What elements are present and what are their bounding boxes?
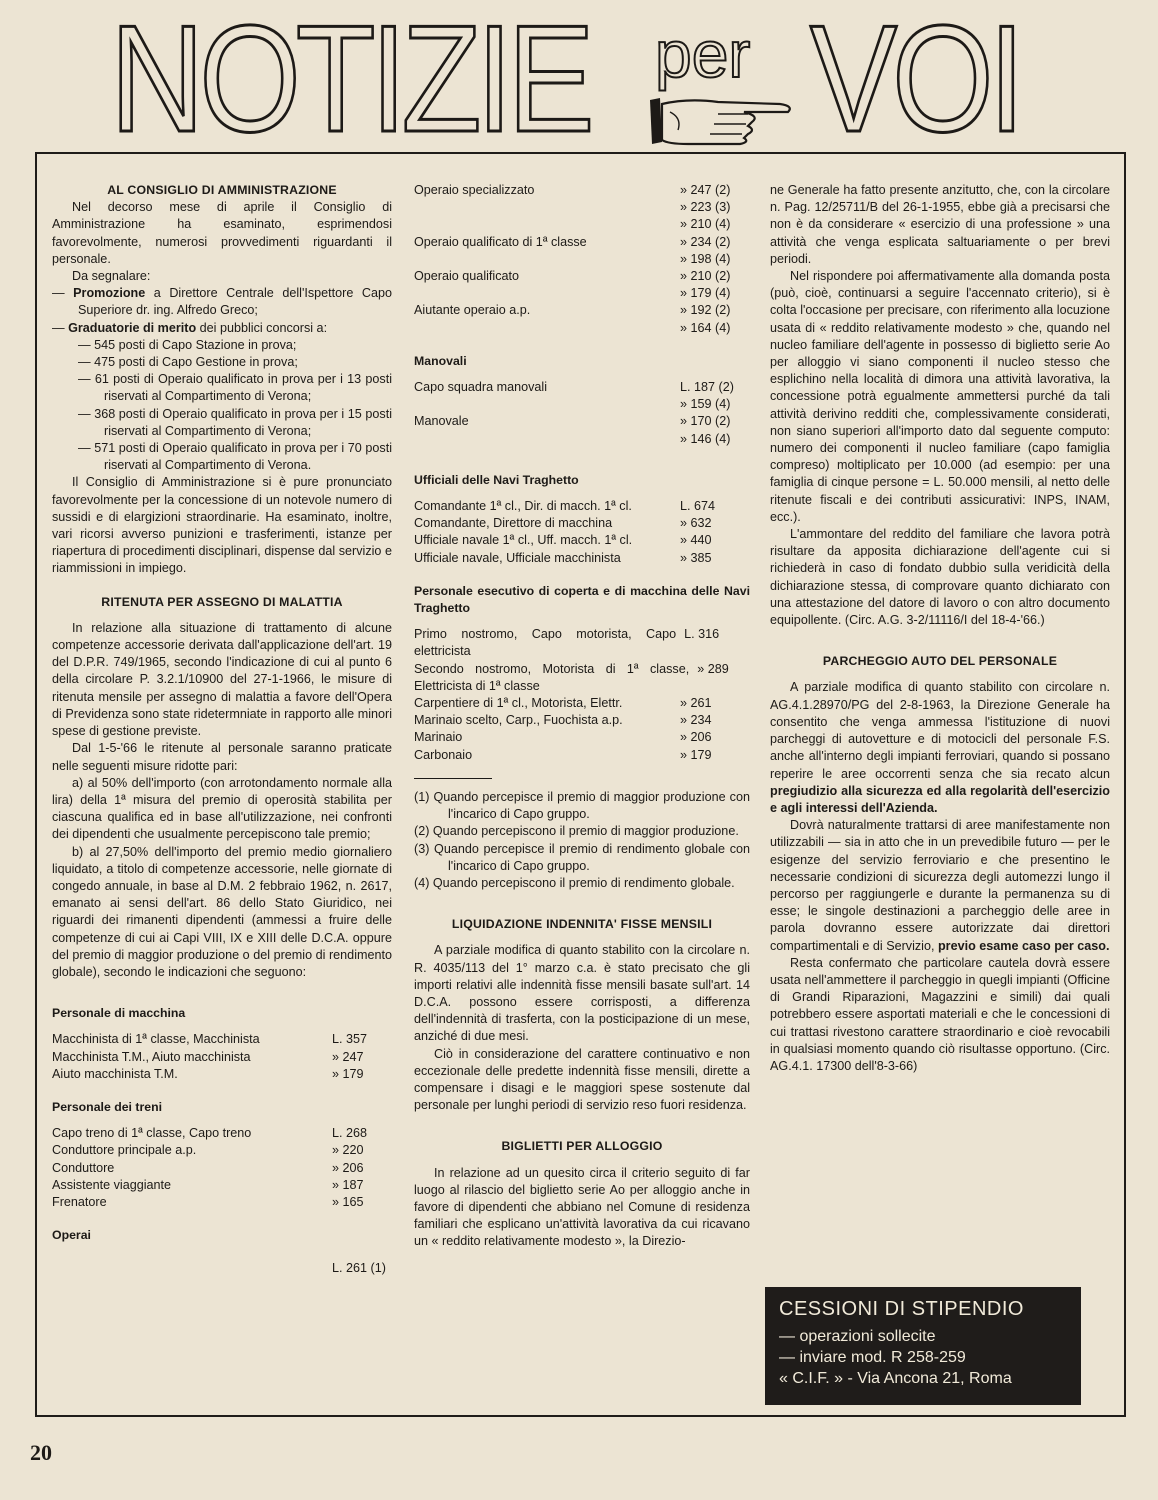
row-label [414, 396, 422, 413]
table-row [414, 285, 750, 302]
paragraph: a) al 50% dell'importo (con arrotondamento normale alla lira) della 1ª misura del premio di operosità stabilita per ciascuna qualifica ed in base all'utilizzazione, nei confronti dei dipendenti che usualmente percepiscono tale premio; [52, 775, 392, 842]
row-value: L. 268 [332, 1126, 368, 1141]
row-value: » 220 [332, 1143, 364, 1158]
table-title-manovali: Manovali [414, 353, 467, 368]
masthead [110, 0, 1060, 164]
row-value: » 247 [332, 1049, 364, 1064]
row-value: » 146 (4) [680, 431, 731, 446]
table-row [414, 413, 750, 430]
table-row [414, 396, 750, 413]
table-title-treni: Personale dei treni [52, 1099, 163, 1114]
row-label [414, 431, 422, 448]
ad-line: — inviare mod. R 258-259 [779, 1349, 966, 1366]
row-value: » 632 [680, 516, 712, 531]
paragraph: ne Generale ha fatto presente anzitutto, che, con la circolare n. Pag. 12/25711/B del 26-1-1955, ebbe già a precisarsi che non è da considerare « esercizio di una professione » una attività che venga esplicata saltuariamente o per brevi periodi. [770, 183, 1110, 266]
row-value: » 210 (4) [680, 217, 731, 232]
table-row [414, 182, 750, 199]
masthead-notizie: NOTIZIE [110, 0, 590, 164]
table-navi [414, 498, 750, 567]
table-row [52, 1125, 392, 1142]
table-treni [52, 1125, 392, 1211]
footnote: (1) Quando percepisce il premio di maggior produzione con l'incarico di Capo gruppo. [414, 789, 750, 822]
row-value: L. 187 (2) [680, 380, 734, 395]
table-row [414, 199, 750, 216]
row-label [414, 320, 422, 337]
row-label: Marinaio [414, 730, 463, 745]
footnotes [414, 789, 750, 892]
row-label: Capo squadra manovali [414, 380, 548, 395]
paragraph: In relazione alla situazione di trattamento di alcune competenze accessorie derivata dall'applicazione dell'art. 19 del D.P.R. 749/1965, secondo l'indicazione di cui al punto 6 della circolare P. 3.2.1/10900 del 27-1-1966, le misure di ritenuta mensile per assegno di malattia a favore dell'Opera di Previdenza sono state ridetermniate in rapporto alle minori spese di gestione previste. [52, 620, 392, 739]
sub-bullet: — 475 posti di Capo Gestione in prova; [78, 355, 298, 370]
ad-line: — operazioni sollecite [779, 1328, 936, 1345]
row-value: » 159 (4) [680, 397, 731, 412]
row-value: » 247 (2) [680, 183, 731, 197]
column-3 [770, 182, 1110, 1075]
row-label [414, 199, 422, 216]
row-value: » 234 (2) [680, 234, 731, 249]
table-row [52, 1066, 392, 1083]
table-row [414, 712, 750, 729]
table-row [414, 216, 750, 233]
sub-bullet: — 545 posti di Capo Stazione in prova; [78, 337, 297, 352]
row-value: » 223 (3) [680, 200, 731, 215]
ad-title: CESSIONI DI STIPENDIO [779, 1298, 1024, 1320]
bold-text: Graduatorie di merito [68, 320, 197, 335]
page-number: 20 [30, 1440, 52, 1465]
masthead-per: per [655, 17, 751, 91]
heading-parcheggio: PARCHEGGIO AUTO DEL PERSONALE [822, 654, 1058, 669]
row-value: » 206 [332, 1160, 364, 1175]
bold-text: Promozione [73, 286, 146, 301]
table-row [414, 379, 750, 396]
paragraph: Resta confermato che particolare cautela dovrà essere usata nell'ammettere il parcheggio in quegli impianti (Officine di Grandi Riparazioni, Magazzini e simili) dai quali potrebbero essere asportati materiali e che le concessioni di cui trattasi rivestono carattere straordinario e cioè revocabili in qualsiasi momento quando ciò risultasse opportuno. (Circ. AG.4.1. 17300 dell'8-3-66) [770, 955, 1110, 1073]
row-value: » 206 [680, 730, 712, 745]
table-row [414, 550, 750, 567]
row-label: Manovale [414, 414, 469, 429]
row-label: Comandante 1ª cl., Dir. di macch. 1ª cl. [414, 499, 632, 514]
row-value: » 179 [332, 1066, 364, 1081]
row-label: Conduttore [52, 1160, 115, 1175]
value: L. 261 (1) [332, 1261, 386, 1276]
row-value: » 187 [332, 1177, 364, 1192]
row-value: » 198 (4) [680, 251, 731, 266]
column-2 [414, 182, 750, 1251]
row-label: Assistente viaggiante [52, 1177, 172, 1192]
footnote: (2) Quando percepiscono il premio di maggior produzione. [414, 824, 739, 839]
row-value: » 179 [680, 747, 712, 762]
row-value: » 234 [680, 713, 712, 728]
ad-cessioni-stipendio [765, 1287, 1081, 1405]
bullet-text: a Direttore Centrale dell'Ispettore Capo Superiore dr. ing. Alfredo Greco; [78, 286, 393, 318]
row-label: Operaio qualificato [414, 269, 520, 284]
row-value: » 170 (2) [680, 414, 731, 429]
table-esecutivo [414, 626, 750, 764]
paragraph: Dal 1-5-'66 le ritenute al personale saranno praticate nelle seguenti misure ridotte pari: [52, 741, 392, 773]
paragraph: Ciò in considerazione del carattere continuativo e non eccezionale delle predette indennità fisse mensili, dirette a compensare i disagi e le maggiori spese sostenute dal personale per lunghi periodi di servizio reso fuori residenza. [414, 1046, 750, 1113]
table-row [52, 1177, 392, 1194]
row-label: Conduttore principale a.p. [52, 1143, 197, 1158]
row-label: Capo treno di 1ª classe, Capo treno [52, 1126, 252, 1141]
row-label: Secondo nostromo, Motorista di 1ª classe, Elettricista di 1ª classe [414, 661, 690, 693]
table-macchina [52, 1031, 392, 1083]
row-label: Frenatore [52, 1194, 107, 1209]
row-value: L. 357 [332, 1032, 368, 1047]
row-label: Macchinista di 1ª classe, Macchinista [52, 1032, 260, 1047]
row-value: L. 674 [680, 499, 716, 514]
bullet-text: dei pubblici concorsi a: [196, 320, 328, 335]
bullet-promozione: — Promozione a Direttore Centrale dell'Ispettore Capo Superiore dr. ing. Alfredo Greco; [52, 286, 393, 318]
row-value: » 164 (4) [680, 320, 731, 335]
row-value: » 165 [332, 1194, 364, 1209]
table-row [414, 695, 750, 712]
paragraph [770, 679, 1110, 817]
row-value: » 289 [697, 661, 729, 676]
paragraph: L'ammontare del reddito del familiare che lavora potrà risultare da apposita dichiarazione dell'agente cui si richiederà in caso di fondato dubbio sulla veridicità della dichiarazione stessa, di comprovare quanto dichiarato con una attestazione del datore di lavoro o con altro documento equipollente. (Circ. A.G. 3-2/11116/I del 18-4-'66.) [770, 527, 1110, 628]
divider [414, 778, 492, 779]
table-row [52, 1194, 392, 1211]
row-label: Carbonaio [414, 747, 473, 762]
table-row [414, 498, 750, 515]
table-row [414, 626, 750, 660]
row-label: Ufficiale navale 1ª cl., Uff. macch. 1ª cl. [414, 533, 633, 548]
heading-consiglio: AL CONSIGLIO DI AMMINISTRAZIONE [107, 183, 337, 197]
table-row [52, 1260, 392, 1277]
table-row [414, 234, 750, 251]
row-value: » 210 (2) [680, 269, 731, 284]
row-label: Marinaio scelto, Carp., Fuochista a.p. [414, 713, 623, 728]
table-row [52, 1031, 392, 1048]
table-row [414, 747, 750, 764]
row-label [414, 285, 422, 302]
sub-bullet: — 61 posti di Operaio qualificato in prova per i 13 posti riservati al Compartimento di Verona; [78, 372, 392, 404]
table-row [414, 268, 750, 285]
paragraph: In relazione ad un quesito circa il criterio seguito di far luogo al rilascio del biglietto serie Ao per alloggio anche in favore di dipendenti che abbiano nel Comune di residenza familiari che esplicano un'attività lavorativa da cui ricavano un « reddito relativamente modesto », la Direzio- [414, 1165, 750, 1249]
row-label: Comandante, Direttore di macchina [414, 516, 613, 531]
sub-bullet: — 571 posti di Operaio qualificato in prova per i 70 posti riservati al Compartimento di Verona. [78, 441, 392, 473]
table-row [414, 431, 750, 448]
table-row [414, 320, 750, 337]
table-manovali [414, 379, 750, 448]
table-row [414, 515, 750, 532]
row-value: » 385 [680, 550, 712, 565]
paragraph: A parziale modifica di quanto stabilito con la circolare n. R. 4035/113 del 1° marzo c.a. è stato precisato che gli importi relativi alle indennità fisse mensili basate sull'art. 14 D.C.A. possono essere corrisposti, a differenza dell'indennità di trasferta, con la posticipazione di un mese, anziché di due mesi. [414, 943, 750, 1044]
row-label: Operaio specializzato [414, 183, 535, 197]
row-label: Primo nostromo, Capo motorista, Capo elettricista [414, 627, 677, 659]
paragraph: Nel decorso mese di aprile il Consiglio di Amministrazione ha esaminato, esprimendosi favorevolmente, numerosi provvedimenti riguardanti il personale. [52, 200, 392, 266]
table-title-operai: Operai [52, 1228, 91, 1243]
paragraph: Nel rispondere poi affermativamente alla domanda posta (può, cioè, continuarsi a seguire l'accennato criterio), si è colta l'occasione per precisare, con riferimento alla locuzione usata di « reddito relativamente modesto » che, quando nel nucleo familiare dell'agente in possesso di biglietto serie Ao per alloggio vi siano componenti il nucleo stesso che esplichino nella località di dimora una attività lavorativa, la concessione potrà egualmente ammettersi purché da tali attività derivino redditi che, complessivamente considerati, non siano superiori all'importo dato dal seguente computo: numero dei componenti il nucleo familiare (capo famiglia compreso) moltiplicato per 10.000 (ad esempio: per una famiglia di cinque persone = L. 50.000 mensili, al netto delle ritenute fiscali e dei contributi assicurativi: INPS, INAM, ecc.). [770, 269, 1110, 524]
table-row [414, 302, 750, 319]
row-label: Carpentiere di 1ª cl., Motorista, Elettr. [414, 696, 623, 711]
table-row [52, 1049, 392, 1066]
heading-liquidazione: LIQUIDAZIONE INDENNITA' FISSE MENSILI [451, 917, 713, 932]
table-row [414, 251, 750, 268]
table-operai [414, 182, 750, 337]
row-label: Aiutante operaio a.p. [414, 303, 531, 318]
row-label [414, 216, 422, 233]
text: Dovrà naturalmente trattarsi di aree manifestamente non utilizzabili — sia in atto che in un prevedibile futuro — per le esigenze del servizio ferroviario e che presentino le necessarie condizioni di sicurezza degli automezzi lungo il percorso per raggiungerle e durante la permanenza su di esse; le singole destinazioni a parcheggio delle aree in parola dovranno essere autorizzate dai direttori compartimentali e di Servizio, [770, 818, 1110, 953]
row-value: L. 316 [684, 627, 720, 642]
footnote: (4) Quando percepiscono il premio di rendimento globale. [414, 875, 735, 890]
column-1 [52, 182, 392, 1278]
table-row [414, 532, 750, 549]
footnote: (3) Quando percepisce il premio di rendimento globale con l'incarico di Capo gruppo. [414, 841, 750, 873]
table-title-navi: Ufficiali delle Navi Traghetto [414, 472, 579, 487]
bold-text: previo esame caso per caso. [937, 938, 1110, 953]
table-title-esecutivo: Personale esecutivo di coperta e di macchina delle Navi Traghetto [414, 583, 750, 616]
paragraph: b) al 27,50% dell'importo del premio medio giornaliero liquidato, a titolo di competenze accessorie, nelle giornate di congedo annuale, in base al D.M. 2 febbraio 1962, n. 2617, emanato ai sensi dell'art. 86 dello Stato Giuridico, nei riguardi dei rimanenti dipendenti (ammessi a fruire delle competenze di cui ai Capi VIII, IX e XIII delle D.C.A. oppure del premio di maggior produzione o del premio di rendimento globale), secondo le indicazioni che seguono: [52, 844, 392, 979]
row-label: Ufficiale navale, Ufficiale macchinista [414, 550, 621, 565]
bold-text: pregiudizio alla sicurezza ed alla regolarità dell'esercizio e agli interessi dell'Azienda. [770, 783, 1110, 815]
row-value: » 179 (4) [680, 286, 731, 301]
table-row [414, 729, 750, 746]
row-label [414, 251, 422, 268]
table-row [414, 661, 750, 695]
pointing-hand-icon [648, 90, 798, 152]
table-row [52, 1160, 392, 1177]
row-label: Macchinista T.M., Aiuto macchinista [52, 1049, 251, 1064]
paragraph [770, 817, 1110, 955]
row-label: Aiuto macchinista T.M. [52, 1066, 178, 1081]
masthead-voi: VOI [810, 0, 1020, 164]
heading-ritenuta: RITENUTA PER ASSEGNO DI MALATTIA [101, 594, 343, 609]
heading-biglietti: BIGLIETTI PER ALLOGGIO [501, 1139, 663, 1154]
text: A parziale modifica di quanto stabilito con circolare n. AG.4.1.28970/PG del 2-8-1963, la Direzione Generale ha consentito che venga ammessa l'istituzione di nuovi parcheggi di autovetture e di motocicli del personale F.S. anche all'interno degli impianti ferroviari, quando si possano reperire le aree occorrenti senza che sia recato alcun [770, 680, 1110, 781]
row-value: » 440 [680, 533, 712, 548]
table-title-macchina: Personale di macchina [52, 1006, 186, 1021]
sub-bullet: — 368 posti di Operaio qualificato in prova per i 15 posti riservati al Compartimento di Verona; [78, 406, 392, 438]
row-value: » 261 [680, 696, 712, 711]
ad-line: « C.I.F. » - Via Ancona 21, Roma [779, 1370, 1012, 1387]
row-label: Operaio qualificato di 1ª classe [414, 234, 587, 249]
row-value: » 192 (2) [680, 303, 731, 318]
paragraph: Il Consiglio di Amministrazione si è pure pronunciato favorevolmente per la concessione di un notevole numero di sussidi e di elargizioni straordinarie. Ha esaminato, inoltre, vari ricorsi avverso punizioni e trasferimenti, istanze per riapertura di procedimenti disciplinari, dispense dal servizio e riammissioni in impiego. [52, 475, 392, 576]
paragraph: Da segnalare: [72, 269, 151, 284]
table-row [52, 1142, 392, 1159]
bullet-graduatorie: — Graduatorie di merito dei pubblici concorsi a: [52, 320, 328, 335]
